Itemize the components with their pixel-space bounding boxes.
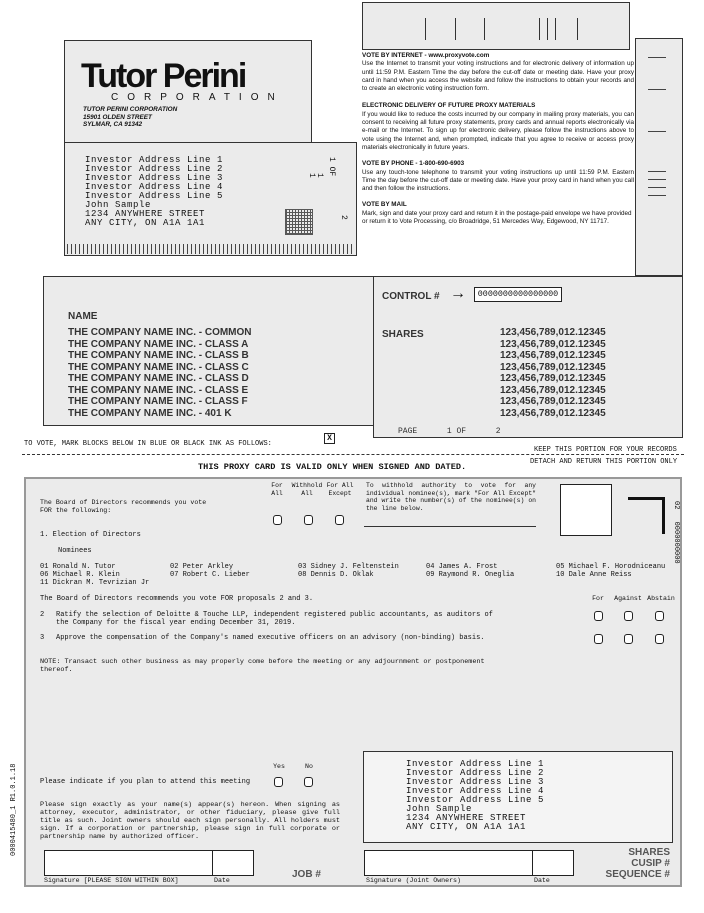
- prop3-for-checkbox[interactable]: [594, 634, 603, 644]
- except-write-line[interactable]: [364, 526, 536, 527]
- prop2-abstain-checkbox[interactable]: [655, 611, 664, 621]
- shares-value: 123,456,789,012.12345: [500, 350, 606, 361]
- board-rec-1: The Board of Directors recommends you vote FOR the following:: [40, 499, 207, 514]
- attend-question: Please indicate if you plan to attend this meeting: [40, 778, 251, 786]
- mailing-line: 1234 ANYWHERE STREET: [85, 209, 206, 219]
- mailing-line: Investor Address Line 1: [85, 155, 224, 165]
- company-name: TUTOR PERINI CORPORATION: [83, 106, 178, 113]
- prop2-text: Ratify the selection of Deloitte & Touche LLP, independent registered public accountants, as auditors of the Company for the fiscal year ending December 31, 2019.: [56, 611, 493, 627]
- col-yes: Yes: [273, 763, 285, 770]
- company-class-line: THE COMPANY NAME INC. - CLASS D: [68, 373, 249, 384]
- mailing-line: ANY CITY, ON A1A 1A1: [85, 218, 206, 228]
- company-class-line: THE COMPANY NAME INC. - 401 K: [68, 407, 232, 419]
- side-page-d: 2: [339, 215, 348, 220]
- vertical-code: 0000415480_1 R1.0.1.18: [10, 763, 18, 856]
- signature-label: Signature [PLEASE SIGN WITHIN BOX]: [44, 877, 179, 884]
- mailing-line: John Sample: [85, 200, 152, 210]
- detach-line: [22, 454, 684, 455]
- col-withhold-all: Withhold All: [291, 482, 323, 497]
- return-address-line: ANY CITY, ON A1A 1A1: [406, 822, 527, 832]
- nominee: 08 Dennis D. Oklak: [298, 571, 374, 579]
- joint-date-label: Date: [534, 877, 550, 884]
- date-label: Date: [214, 877, 230, 884]
- keep-portion-label: KEEP THIS PORTION FOR YOUR RECORDS: [534, 446, 677, 454]
- ballot-box: [24, 477, 682, 887]
- col-for-all: For All: [271, 482, 283, 497]
- control-arrow-icon: →: [450, 285, 466, 302]
- ruler-ticks: [67, 244, 353, 254]
- nominee: 01 Ronald N. Tutor: [40, 563, 116, 571]
- company-class-line: THE COMPANY NAME INC. - CLASS C: [68, 361, 249, 373]
- note-text: NOTE: Transact such other business as may properly come before the meeting or any adjournment or postponement thereof.: [40, 658, 485, 674]
- company-logo: [81, 59, 291, 103]
- vote-ink-instruction: TO VOTE, MARK BLOCKS BELOW IN BLUE OR BLACK INK AS FOLLOWS:: [24, 440, 272, 448]
- prop3-text: Approve the compensation of the Company's named executive officers on an advisory (non-binding) basis.: [56, 634, 485, 642]
- control-label: CONTROL #: [382, 291, 440, 302]
- prop3-abstain-checkbox[interactable]: [655, 634, 664, 644]
- signature-date-box[interactable]: [212, 850, 254, 876]
- return-address-line: Investor Address Line 5: [406, 795, 545, 805]
- timing-strip: [635, 38, 683, 276]
- company-box: [64, 40, 312, 143]
- side-page-b: 1: [315, 173, 324, 178]
- logo-subtitle: CORPORATION: [111, 92, 284, 103]
- nominee: 04 James A. Frost: [426, 563, 498, 571]
- phone-text: Use any touch-tone telephone to transmit your voting instructions up until 11:59 P.M. Eastern Time the day before the cut-off date or meeting date. Have your proxy card in hand when you call and then follow the instructions.: [362, 168, 634, 193]
- valid-notice: THIS PROXY CARD IS VALID ONLY WHEN SIGNED AND DATED.: [198, 462, 467, 472]
- mail-title: VOTE BY MAIL: [362, 201, 407, 209]
- phone-title: VOTE BY PHONE - 1-800-690-6903: [362, 160, 465, 168]
- return-address-line: Investor Address Line 1: [406, 759, 545, 769]
- mail-text: Mark, sign and date your proxy card and return it in the postage-paid envelope we have provided or return it to Vote Processing, c/o Broadridge, 51 Mercedes Way, Edgewood, NY 11717.: [362, 209, 632, 226]
- company-class-line: THE COMPANY NAME INC. - COMMON: [68, 327, 252, 338]
- mailing-address-box: [64, 142, 357, 256]
- page-total: 2: [495, 427, 501, 436]
- holdings-shares-box: [373, 276, 683, 438]
- footer-shares: SHARES: [628, 847, 670, 858]
- attend-no-checkbox[interactable]: [304, 777, 313, 787]
- nominee: 02 Peter Arkley: [170, 563, 234, 571]
- corner-mark-icon: [628, 497, 665, 534]
- side-page-a: 1 OF: [327, 157, 336, 177]
- nominee: 09 Raymond R. Oneglia: [426, 571, 515, 579]
- return-address-line: Investor Address Line 2: [406, 768, 545, 778]
- joint-date-box[interactable]: [532, 850, 574, 876]
- electronic-text: If you would like to reduce the costs incurred by our company in mailing proxy materials, you can consent to receiving all future proxy statements, proxy cards and annual reports electronically via e-mail or the Internet. To sign up for electronic delivery, please follow the instructions above to vote using the Internet and, when prompted, indicate that you agree to receive or access proxy materials electronically in future years.: [362, 110, 634, 151]
- shares-label: SHARES: [382, 329, 424, 340]
- internet-title: VOTE BY INTERNET - www.proxyvote.com: [362, 52, 490, 59]
- job-label: JOB #: [292, 869, 321, 880]
- shares-value: 123,456,789,012.12345: [500, 361, 606, 373]
- checkbox-for-all-except[interactable]: [335, 515, 344, 525]
- side-code-b: 0000000000: [672, 521, 680, 564]
- mailing-line: Investor Address Line 5: [85, 191, 224, 201]
- electronic-title: ELECTRONIC DELIVERY OF FUTURE PROXY MATERIALS: [362, 102, 536, 110]
- company-street: 15901 OLDEN STREET: [83, 113, 152, 121]
- footer-cusip: CUSIP #: [631, 858, 670, 869]
- logo-word-tutor: Tutor: [81, 57, 156, 95]
- return-address-box: [363, 751, 673, 843]
- 2d-barcode-icon: [285, 209, 313, 235]
- col-for-all-except: For All Except: [326, 482, 354, 497]
- name-label: NAME: [68, 311, 98, 322]
- withhold-instruction: To withhold authority to vote for any individual nominee(s), mark "For All Except" and write the number(s) of the nominee(s) on the line below.: [366, 482, 536, 512]
- nominee: 05 Michael F. Horodniceanu: [556, 563, 666, 571]
- sample-mark-box: X: [324, 433, 335, 444]
- nominees-label: Nominees: [58, 547, 92, 555]
- attend-yes-checkbox[interactable]: [274, 777, 283, 787]
- col-no: No: [305, 763, 313, 770]
- barcode-box: [362, 2, 630, 50]
- page-label: PAGE: [398, 427, 418, 436]
- mailing-line: Investor Address Line 2: [85, 164, 224, 174]
- prop3-against-checkbox[interactable]: [624, 634, 633, 644]
- holdings-names-box: [43, 276, 375, 426]
- item1-election: 1. Election of Directors: [40, 531, 141, 539]
- return-address-line: John Sample: [406, 804, 473, 814]
- shares-value: 123,456,789,012.12345: [500, 338, 606, 350]
- shares-value: 123,456,789,012.12345: [500, 407, 606, 419]
- return-address-line: Investor Address Line 4: [406, 786, 545, 796]
- col-abstain: Abstain: [647, 595, 675, 602]
- col-for: For: [592, 595, 604, 602]
- control-number: 0000000000000000: [474, 287, 562, 302]
- company-class-line: THE COMPANY NAME INC. - CLASS B: [68, 350, 249, 361]
- nominee: 11 Dickran M. Tevrizian Jr: [40, 579, 150, 587]
- side-code-a: 02: [672, 501, 680, 510]
- mailing-line: Investor Address Line 4: [85, 182, 224, 192]
- signature-box[interactable]: [44, 850, 214, 876]
- side-page-c: 1: [307, 173, 316, 178]
- company-class-line: THE COMPANY NAME INC. - CLASS A: [68, 338, 249, 350]
- mailing-line: Investor Address Line 3: [85, 173, 224, 183]
- joint-signature-label: Signature (Joint Owners): [366, 877, 461, 884]
- page-num: 1: [446, 427, 452, 436]
- return-address-line: Investor Address Line 3: [406, 777, 545, 787]
- return-address-line: 1234 ANYWHERE STREET: [406, 813, 527, 823]
- prop2-for-checkbox[interactable]: [594, 611, 603, 621]
- company-city: SYLMAR, CA 91342: [83, 121, 143, 128]
- detach-portion-label: DETACH AND RETURN THIS PORTION ONLY: [530, 458, 678, 466]
- footer-sequence: SEQUENCE #: [605, 869, 670, 880]
- col-against: Against: [614, 595, 642, 602]
- barcode-window: [560, 484, 612, 536]
- voting-instructions: [362, 52, 634, 226]
- shares-value: 123,456,789,012.12345: [500, 384, 606, 396]
- sign-instruction: Please sign exactly as your name(s) appear(s) hereon. When signing as attorney, executor, administrator, or other fiduciary, please give full title as such. Joint owners should each sign personally. All holders must sign. If a corporation or partnership, please sign in full corporate or partnership name by authorized officer.: [40, 801, 340, 841]
- nominee: 07 Robert C. Lieber: [170, 571, 250, 579]
- prop3-num: 3: [40, 634, 45, 642]
- checkbox-withhold-all[interactable]: [304, 515, 313, 525]
- prop2-num: 2: [40, 611, 45, 619]
- company-class-line: THE COMPANY NAME INC. - CLASS E: [68, 384, 249, 396]
- board-rec-2: The Board of Directors recommends you vote FOR proposals 2 and 3.: [40, 595, 314, 603]
- page-of: OF: [456, 427, 467, 436]
- internet-text: Use the Internet to transmit your voting instructions and for electronic delivery of information up until 11:59 P.M. Eastern Time the day before the cut-off date or meeting date. Have your proxy card in hand when you access the website and follow the instructions to obtain your records and to create an electronic voting instruction form.: [362, 60, 634, 93]
- joint-signature-box[interactable]: [364, 850, 534, 876]
- company-class-line: THE COMPANY NAME INC. - CLASS F: [68, 396, 248, 407]
- shares-value: 123,456,789,012.12345: [500, 373, 606, 384]
- prop2-against-checkbox[interactable]: [624, 611, 633, 621]
- nominee: 10 Dale Anne Reiss: [556, 571, 632, 579]
- logo-word-perini: Perini: [162, 57, 246, 95]
- checkbox-for-all[interactable]: [273, 515, 282, 525]
- shares-value: 123,456,789,012.12345: [500, 327, 606, 338]
- shares-value: 123,456,789,012.12345: [500, 396, 606, 407]
- nominee: 06 Michael R. Klein: [40, 571, 120, 579]
- nominee: 03 Sidney J. Feltenstein: [298, 563, 399, 571]
